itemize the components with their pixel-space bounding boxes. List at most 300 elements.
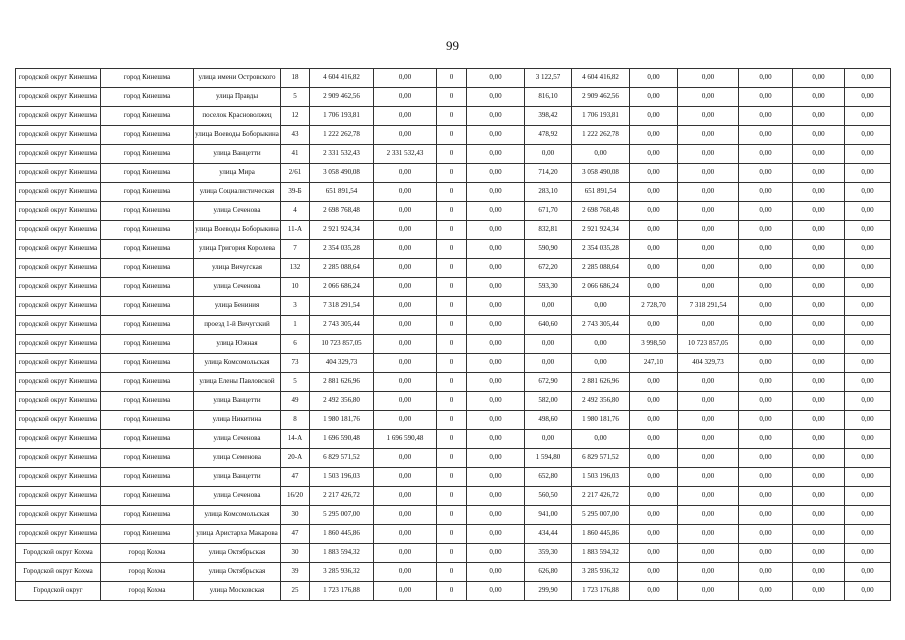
total-cost-cell: 1 503 196,03 xyxy=(310,468,374,487)
total-cost-cell: 1 883 594,32 xyxy=(310,544,374,563)
cost-col-4-cell: 7 318 291,54 xyxy=(678,297,739,316)
cost-col-3-cell: 2 909 462,56 xyxy=(572,88,630,107)
area-col-1-cell: 283,10 xyxy=(525,183,572,202)
total-cost-cell: 2 354 035,28 xyxy=(310,240,374,259)
table-row xyxy=(16,69,891,88)
city-cell: город Кинешма xyxy=(101,411,194,430)
area-col-1-cell: 0,00 xyxy=(525,354,572,373)
cost-col-1-cell: 1 696 590,48 xyxy=(374,430,437,449)
cost-col-7-cell: 0,00 xyxy=(845,183,891,202)
cost-col-7-cell: 0,00 xyxy=(845,88,891,107)
cost-col-4-cell: 0,00 xyxy=(678,240,739,259)
table-row xyxy=(16,259,891,278)
cost-col-4-cell: 10 723 857,05 xyxy=(678,335,739,354)
cost-col-2-cell: 0,00 xyxy=(467,316,525,335)
page-number: 99 xyxy=(446,38,459,53)
district-cell: городской округ Кинешма xyxy=(16,126,101,145)
cost-col-5-cell: 0,00 xyxy=(739,88,793,107)
cost-col-6-cell: 0,00 xyxy=(793,335,845,354)
area-col-1-cell: 816,10 xyxy=(525,88,572,107)
district-cell: Городской округ xyxy=(16,582,101,601)
street-cell: улица Никитина xyxy=(194,411,281,430)
cost-col-5-cell: 0,00 xyxy=(739,487,793,506)
cost-col-1-cell: 0,00 xyxy=(374,240,437,259)
cost-col-3-cell: 2 492 356,80 xyxy=(572,392,630,411)
city-cell: город Кохма xyxy=(101,582,194,601)
area-col-2-cell: 0,00 xyxy=(630,164,678,183)
cost-col-3-cell: 1 222 262,78 xyxy=(572,126,630,145)
district-cell: городской округ Кинешма xyxy=(16,487,101,506)
street-cell: улица Ванцетти xyxy=(194,145,281,164)
cost-col-4-cell: 0,00 xyxy=(678,582,739,601)
house-number-cell: 4 xyxy=(281,202,310,221)
total-cost-cell: 4 604 416,82 xyxy=(310,69,374,88)
city-cell: город Кинешма xyxy=(101,145,194,164)
cost-col-6-cell: 0,00 xyxy=(793,88,845,107)
cost-col-6-cell: 0,00 xyxy=(793,240,845,259)
cost-col-5-cell: 0,00 xyxy=(739,582,793,601)
cost-col-1-cell: 0,00 xyxy=(374,392,437,411)
house-number-cell: 6 xyxy=(281,335,310,354)
cost-col-7-cell: 0,00 xyxy=(845,221,891,240)
total-cost-cell: 3 285 936,32 xyxy=(310,563,374,582)
cost-col-7-cell: 0,00 xyxy=(845,316,891,335)
count-col-cell: 0 xyxy=(437,202,467,221)
house-number-cell: 5 xyxy=(281,88,310,107)
cost-col-2-cell: 0,00 xyxy=(467,221,525,240)
street-cell: улица Вичугская xyxy=(194,259,281,278)
street-cell: улица Воеводы Боборыкина xyxy=(194,126,281,145)
cost-col-5-cell: 0,00 xyxy=(739,430,793,449)
cost-col-7-cell: 0,00 xyxy=(845,544,891,563)
city-cell: город Кинешма xyxy=(101,468,194,487)
house-number-cell: 10 xyxy=(281,278,310,297)
cost-col-6-cell: 0,00 xyxy=(793,430,845,449)
house-number-cell: 1 xyxy=(281,316,310,335)
cost-col-4-cell: 0,00 xyxy=(678,411,739,430)
cost-col-3-cell: 0,00 xyxy=(572,335,630,354)
cost-col-5-cell: 0,00 xyxy=(739,449,793,468)
table-row xyxy=(16,164,891,183)
city-cell: город Кинешма xyxy=(101,392,194,411)
area-col-1-cell: 0,00 xyxy=(525,335,572,354)
house-number-cell: 2/61 xyxy=(281,164,310,183)
area-col-1-cell: 593,30 xyxy=(525,278,572,297)
cost-col-5-cell: 0,00 xyxy=(739,316,793,335)
cost-col-7-cell: 0,00 xyxy=(845,392,891,411)
district-cell: городской округ Кинешма xyxy=(16,373,101,392)
cost-col-2-cell: 0,00 xyxy=(467,183,525,202)
table-row xyxy=(16,297,891,316)
cost-col-2-cell: 0,00 xyxy=(467,506,525,525)
district-cell: городской округ Кинешма xyxy=(16,107,101,126)
area-col-1-cell: 299,90 xyxy=(525,582,572,601)
count-col-cell: 0 xyxy=(437,392,467,411)
house-number-cell: 41 xyxy=(281,145,310,164)
district-cell: городской округ Кинешма xyxy=(16,183,101,202)
cost-col-6-cell: 0,00 xyxy=(793,449,845,468)
district-cell: городской округ Кинешма xyxy=(16,88,101,107)
cost-col-4-cell: 0,00 xyxy=(678,107,739,126)
district-cell: городской округ Кинешма xyxy=(16,240,101,259)
district-cell: Городской округ Кохма xyxy=(16,544,101,563)
cost-col-6-cell: 0,00 xyxy=(793,107,845,126)
cost-col-2-cell: 0,00 xyxy=(467,430,525,449)
cost-col-3-cell: 2 285 088,64 xyxy=(572,259,630,278)
cost-col-4-cell: 0,00 xyxy=(678,449,739,468)
house-number-cell: 25 xyxy=(281,582,310,601)
cost-col-1-cell: 0,00 xyxy=(374,525,437,544)
cost-col-5-cell: 0,00 xyxy=(739,126,793,145)
cost-col-1-cell: 0,00 xyxy=(374,544,437,563)
cost-col-5-cell: 0,00 xyxy=(739,506,793,525)
table-row xyxy=(16,392,891,411)
cost-col-6-cell: 0,00 xyxy=(793,183,845,202)
cost-col-7-cell: 0,00 xyxy=(845,563,891,582)
city-cell: город Кинешма xyxy=(101,449,194,468)
area-col-2-cell: 2 728,70 xyxy=(630,297,678,316)
city-cell: город Кинешма xyxy=(101,88,194,107)
cost-col-6-cell: 0,00 xyxy=(793,468,845,487)
street-cell: улица Сеченова xyxy=(194,202,281,221)
cost-col-3-cell: 2 743 305,44 xyxy=(572,316,630,335)
cost-col-6-cell: 0,00 xyxy=(793,582,845,601)
area-col-1-cell: 498,60 xyxy=(525,411,572,430)
cost-col-2-cell: 0,00 xyxy=(467,278,525,297)
cost-col-2-cell: 0,00 xyxy=(467,240,525,259)
city-cell: город Кинешма xyxy=(101,240,194,259)
cost-col-2-cell: 0,00 xyxy=(467,525,525,544)
area-col-2-cell: 0,00 xyxy=(630,468,678,487)
count-col-cell: 0 xyxy=(437,145,467,164)
house-number-cell: 3 xyxy=(281,297,310,316)
cost-col-6-cell: 0,00 xyxy=(793,221,845,240)
table-row xyxy=(16,468,891,487)
district-cell: городской округ Кинешма xyxy=(16,354,101,373)
district-cell: городской округ Кинешма xyxy=(16,145,101,164)
street-cell: улица Мира xyxy=(194,164,281,183)
cost-col-1-cell: 0,00 xyxy=(374,278,437,297)
cost-col-5-cell: 0,00 xyxy=(739,164,793,183)
cost-col-6-cell: 0,00 xyxy=(793,259,845,278)
total-cost-cell: 651 891,54 xyxy=(310,183,374,202)
total-cost-cell: 2 285 088,64 xyxy=(310,259,374,278)
area-col-1-cell: 434,44 xyxy=(525,525,572,544)
area-col-1-cell: 478,92 xyxy=(525,126,572,145)
cost-col-6-cell: 0,00 xyxy=(793,126,845,145)
cost-col-6-cell: 0,00 xyxy=(793,145,845,164)
cost-col-5-cell: 0,00 xyxy=(739,563,793,582)
cost-col-5-cell: 0,00 xyxy=(739,354,793,373)
cost-col-2-cell: 0,00 xyxy=(467,126,525,145)
area-col-1-cell: 1 594,80 xyxy=(525,449,572,468)
cost-col-5-cell: 0,00 xyxy=(739,411,793,430)
city-cell: город Кохма xyxy=(101,563,194,582)
street-cell: поселок Красноволжец xyxy=(194,107,281,126)
area-col-2-cell: 0,00 xyxy=(630,563,678,582)
total-cost-cell: 1 696 590,48 xyxy=(310,430,374,449)
total-cost-cell: 5 295 007,00 xyxy=(310,506,374,525)
house-number-cell: 49 xyxy=(281,392,310,411)
cost-col-4-cell: 404 329,73 xyxy=(678,354,739,373)
cost-col-1-cell: 0,00 xyxy=(374,449,437,468)
cost-col-5-cell: 0,00 xyxy=(739,202,793,221)
cost-col-4-cell: 0,00 xyxy=(678,373,739,392)
cost-col-4-cell: 0,00 xyxy=(678,88,739,107)
cost-col-1-cell: 0,00 xyxy=(374,202,437,221)
city-cell: город Кинешма xyxy=(101,202,194,221)
total-cost-cell: 2 217 426,72 xyxy=(310,487,374,506)
cost-col-1-cell: 0,00 xyxy=(374,506,437,525)
total-cost-cell: 2 698 768,48 xyxy=(310,202,374,221)
street-cell: улица Воеводы Боборыкина xyxy=(194,221,281,240)
total-cost-cell: 2 492 356,80 xyxy=(310,392,374,411)
cost-col-7-cell: 0,00 xyxy=(845,468,891,487)
area-col-2-cell: 0,00 xyxy=(630,202,678,221)
cost-col-1-cell: 0,00 xyxy=(374,107,437,126)
city-cell: город Кинешма xyxy=(101,354,194,373)
table-row xyxy=(16,316,891,335)
area-col-2-cell: 0,00 xyxy=(630,582,678,601)
cost-col-2-cell: 0,00 xyxy=(467,468,525,487)
count-col-cell: 0 xyxy=(437,126,467,145)
house-number-cell: 47 xyxy=(281,468,310,487)
street-cell: улица Аристарха Макарова xyxy=(194,525,281,544)
area-col-1-cell: 582,00 xyxy=(525,392,572,411)
area-col-2-cell: 0,00 xyxy=(630,107,678,126)
cost-col-6-cell: 0,00 xyxy=(793,354,845,373)
cost-col-1-cell: 0,00 xyxy=(374,259,437,278)
cost-col-5-cell: 0,00 xyxy=(739,183,793,202)
area-col-1-cell: 672,90 xyxy=(525,373,572,392)
cost-col-3-cell: 2 921 924,34 xyxy=(572,221,630,240)
area-col-2-cell: 0,00 xyxy=(630,373,678,392)
cost-col-2-cell: 0,00 xyxy=(467,297,525,316)
area-col-2-cell: 0,00 xyxy=(630,487,678,506)
table-row xyxy=(16,183,891,202)
cost-col-3-cell: 4 604 416,82 xyxy=(572,69,630,88)
district-cell: городской округ Кинешма xyxy=(16,164,101,183)
cost-col-7-cell: 0,00 xyxy=(845,107,891,126)
district-cell: городской округ Кинешма xyxy=(16,278,101,297)
cost-col-3-cell: 2 217 426,72 xyxy=(572,487,630,506)
table-row xyxy=(16,525,891,544)
cost-col-3-cell: 2 881 626,96 xyxy=(572,373,630,392)
cost-col-6-cell: 0,00 xyxy=(793,487,845,506)
area-col-1-cell: 640,60 xyxy=(525,316,572,335)
street-cell: улица Григория Королева xyxy=(194,240,281,259)
cost-col-6-cell: 0,00 xyxy=(793,316,845,335)
cost-col-6-cell: 0,00 xyxy=(793,563,845,582)
district-cell: городской округ Кинешма xyxy=(16,202,101,221)
street-cell: улица Сеченова xyxy=(194,487,281,506)
count-col-cell: 0 xyxy=(437,354,467,373)
table-row xyxy=(16,411,891,430)
cost-col-3-cell: 2 698 768,48 xyxy=(572,202,630,221)
street-cell: улица Московская xyxy=(194,582,281,601)
district-cell: городской округ Кинешма xyxy=(16,449,101,468)
district-cell: Городской округ Кохма xyxy=(16,563,101,582)
count-col-cell: 0 xyxy=(437,69,467,88)
cost-col-7-cell: 0,00 xyxy=(845,202,891,221)
cost-col-7-cell: 0,00 xyxy=(845,297,891,316)
table-row xyxy=(16,373,891,392)
cost-col-7-cell: 0,00 xyxy=(845,411,891,430)
cost-col-2-cell: 0,00 xyxy=(467,354,525,373)
cost-col-6-cell: 0,00 xyxy=(793,69,845,88)
cost-col-5-cell: 0,00 xyxy=(739,221,793,240)
cost-col-4-cell: 0,00 xyxy=(678,525,739,544)
street-cell: улица Семенова xyxy=(194,449,281,468)
cost-col-7-cell: 0,00 xyxy=(845,126,891,145)
cost-col-3-cell: 0,00 xyxy=(572,430,630,449)
cost-col-5-cell: 0,00 xyxy=(739,69,793,88)
house-number-cell: 39-Б xyxy=(281,183,310,202)
city-cell: город Кинешма xyxy=(101,506,194,525)
cost-col-3-cell: 3 285 936,32 xyxy=(572,563,630,582)
cost-col-6-cell: 0,00 xyxy=(793,164,845,183)
count-col-cell: 0 xyxy=(437,525,467,544)
street-cell: улица Южная xyxy=(194,335,281,354)
area-col-2-cell: 0,00 xyxy=(630,449,678,468)
table-row xyxy=(16,544,891,563)
cost-col-4-cell: 0,00 xyxy=(678,563,739,582)
cost-col-2-cell: 0,00 xyxy=(467,69,525,88)
count-col-cell: 0 xyxy=(437,240,467,259)
district-cell: городской округ Кинешма xyxy=(16,506,101,525)
area-col-1-cell: 0,00 xyxy=(525,297,572,316)
cost-col-1-cell: 0,00 xyxy=(374,297,437,316)
count-col-cell: 0 xyxy=(437,582,467,601)
cost-col-1-cell: 0,00 xyxy=(374,335,437,354)
cost-col-7-cell: 0,00 xyxy=(845,240,891,259)
total-cost-cell: 6 829 571,52 xyxy=(310,449,374,468)
table-row xyxy=(16,487,891,506)
cost-col-7-cell: 0,00 xyxy=(845,354,891,373)
count-col-cell: 0 xyxy=(437,164,467,183)
cost-col-4-cell: 0,00 xyxy=(678,164,739,183)
cost-col-6-cell: 0,00 xyxy=(793,506,845,525)
cost-col-2-cell: 0,00 xyxy=(467,582,525,601)
area-col-2-cell: 0,00 xyxy=(630,506,678,525)
house-number-cell: 30 xyxy=(281,506,310,525)
cost-col-1-cell: 0,00 xyxy=(374,69,437,88)
district-cell: городской округ Кинешма xyxy=(16,525,101,544)
cost-col-5-cell: 0,00 xyxy=(739,278,793,297)
table-row xyxy=(16,354,891,373)
house-number-cell: 14-А xyxy=(281,430,310,449)
cost-col-1-cell: 0,00 xyxy=(374,411,437,430)
cost-col-7-cell: 0,00 xyxy=(845,582,891,601)
cost-col-6-cell: 0,00 xyxy=(793,278,845,297)
cost-col-1-cell: 0,00 xyxy=(374,183,437,202)
table-row xyxy=(16,563,891,582)
area-col-1-cell: 560,50 xyxy=(525,487,572,506)
street-cell: улица Бениния xyxy=(194,297,281,316)
cost-col-7-cell: 0,00 xyxy=(845,525,891,544)
count-col-cell: 0 xyxy=(437,259,467,278)
cost-col-7-cell: 0,00 xyxy=(845,164,891,183)
cost-col-7-cell: 0,00 xyxy=(845,145,891,164)
street-cell: улица имени Островского xyxy=(194,69,281,88)
area-col-2-cell: 0,00 xyxy=(630,183,678,202)
cost-col-4-cell: 0,00 xyxy=(678,126,739,145)
cost-col-5-cell: 0,00 xyxy=(739,259,793,278)
total-cost-cell: 1 723 176,88 xyxy=(310,582,374,601)
house-number-cell: 18 xyxy=(281,69,310,88)
count-col-cell: 0 xyxy=(437,544,467,563)
city-cell: город Кинешма xyxy=(101,373,194,392)
district-cell: городской округ Кинешма xyxy=(16,411,101,430)
cost-col-3-cell: 1 883 594,32 xyxy=(572,544,630,563)
cost-col-1-cell: 0,00 xyxy=(374,126,437,145)
total-cost-cell: 1 980 181,76 xyxy=(310,411,374,430)
cost-col-5-cell: 0,00 xyxy=(739,468,793,487)
cost-col-3-cell: 1 723 176,88 xyxy=(572,582,630,601)
total-cost-cell: 2 921 924,34 xyxy=(310,221,374,240)
table-row xyxy=(16,145,891,164)
count-col-cell: 0 xyxy=(437,563,467,582)
cost-col-2-cell: 0,00 xyxy=(467,107,525,126)
total-cost-cell: 1 860 445,86 xyxy=(310,525,374,544)
area-col-2-cell: 0,00 xyxy=(630,278,678,297)
cost-col-1-cell: 2 331 532,43 xyxy=(374,145,437,164)
area-col-2-cell: 0,00 xyxy=(630,392,678,411)
cost-col-3-cell: 6 829 571,52 xyxy=(572,449,630,468)
table-row xyxy=(16,107,891,126)
count-col-cell: 0 xyxy=(437,88,467,107)
district-cell: городской округ Кинешма xyxy=(16,297,101,316)
cost-col-4-cell: 0,00 xyxy=(678,259,739,278)
district-cell: городской округ Кинешма xyxy=(16,69,101,88)
house-number-cell: 7 xyxy=(281,240,310,259)
count-col-cell: 0 xyxy=(437,468,467,487)
count-col-cell: 0 xyxy=(437,373,467,392)
count-col-cell: 0 xyxy=(437,487,467,506)
table-row xyxy=(16,582,891,601)
count-col-cell: 0 xyxy=(437,335,467,354)
street-cell: улица Социалистическая xyxy=(194,183,281,202)
cost-col-6-cell: 0,00 xyxy=(793,392,845,411)
cost-col-7-cell: 0,00 xyxy=(845,335,891,354)
total-cost-cell: 7 318 291,54 xyxy=(310,297,374,316)
table-body xyxy=(16,69,891,601)
area-col-2-cell: 0,00 xyxy=(630,221,678,240)
area-col-2-cell: 3 998,50 xyxy=(630,335,678,354)
area-col-1-cell: 590,90 xyxy=(525,240,572,259)
city-cell: город Кинешма xyxy=(101,297,194,316)
area-col-2-cell: 0,00 xyxy=(630,240,678,259)
area-col-2-cell: 247,10 xyxy=(630,354,678,373)
count-col-cell: 0 xyxy=(437,411,467,430)
city-cell: город Кинешма xyxy=(101,430,194,449)
cost-col-2-cell: 0,00 xyxy=(467,544,525,563)
house-number-cell: 8 xyxy=(281,411,310,430)
house-number-cell: 20-А xyxy=(281,449,310,468)
cost-col-6-cell: 0,00 xyxy=(793,373,845,392)
cost-col-3-cell: 2 354 035,28 xyxy=(572,240,630,259)
cost-col-1-cell: 0,00 xyxy=(374,373,437,392)
district-cell: городской округ Кинешма xyxy=(16,221,101,240)
area-col-2-cell: 0,00 xyxy=(630,69,678,88)
cost-col-4-cell: 0,00 xyxy=(678,506,739,525)
cost-col-7-cell: 0,00 xyxy=(845,278,891,297)
street-cell: улица Елены Павловской xyxy=(194,373,281,392)
count-col-cell: 0 xyxy=(437,107,467,126)
cost-col-2-cell: 0,00 xyxy=(467,411,525,430)
cost-col-7-cell: 0,00 xyxy=(845,259,891,278)
cost-col-2-cell: 0,00 xyxy=(467,259,525,278)
